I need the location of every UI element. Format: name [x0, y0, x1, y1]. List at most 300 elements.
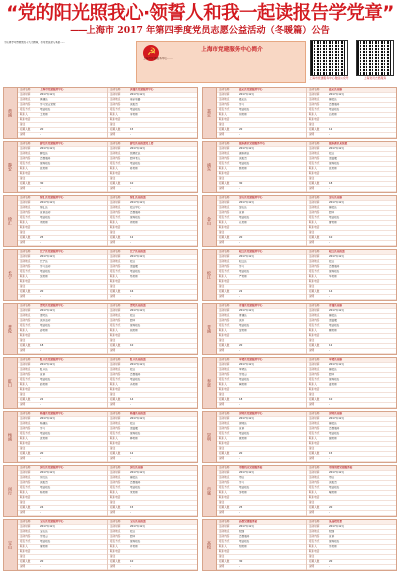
- field-label: 报名方式: [309, 486, 320, 489]
- field-value: -: [239, 511, 240, 514]
- field-label: 活动地点: [219, 152, 230, 155]
- field-label: 报名方式: [219, 540, 230, 543]
- field-label: 招募人数: [219, 236, 230, 239]
- field-value: 长宁区: [40, 260, 48, 263]
- field-label: 活动名称: [110, 412, 121, 415]
- field-value: 18: [40, 344, 44, 347]
- field-value: 电话报名: [239, 324, 250, 327]
- field-value: 读报告: [329, 481, 337, 484]
- field-value: 2017年12月: [40, 417, 56, 420]
- activity-entry: [217, 88, 306, 138]
- activity-entry: [18, 358, 107, 408]
- field-label: 招募人数: [20, 452, 31, 455]
- field-label: 备注: [219, 393, 225, 396]
- info-row: [108, 511, 198, 516]
- field-label: 报名方式: [309, 378, 320, 381]
- field-value: 电话报名: [40, 486, 51, 489]
- field-value: 镇社区: [329, 206, 337, 209]
- field-value: 2017年12月: [40, 201, 56, 204]
- field-value: 普陀区某街道: [130, 304, 146, 307]
- activity-card: [202, 195, 397, 247]
- activity-card: [202, 465, 397, 517]
- field-value: -: [130, 295, 131, 298]
- field-value: 崇明区: [239, 422, 247, 425]
- field-value: 送温暖: [329, 319, 337, 322]
- activity-card: [3, 249, 198, 301]
- field-label: 说明: [309, 403, 315, 406]
- field-value: 校园: [239, 530, 245, 533]
- field-label: 联系电话: [309, 550, 320, 553]
- field-value: -: [130, 241, 131, 244]
- field-value: 社区: [130, 368, 136, 371]
- activity-entry: [306, 142, 397, 192]
- field-label: 招募人数: [20, 182, 31, 185]
- field-value: 电话报名: [130, 108, 141, 111]
- field-label: 说明: [309, 187, 315, 190]
- field-label: 说明: [219, 565, 225, 568]
- field-label: 报名方式: [20, 324, 31, 327]
- field-value: 谢老师: [329, 437, 337, 440]
- field-label: 联系电话: [110, 442, 121, 445]
- activity-entry: [107, 358, 198, 408]
- field-label: 联系人: [219, 545, 227, 548]
- field-value: 宣讲: [329, 535, 335, 538]
- info-row: [307, 295, 397, 300]
- field-value: 金山区: [239, 206, 247, 209]
- field-label: 活动时间: [219, 93, 230, 96]
- field-label: 说明: [20, 187, 26, 190]
- info-row: [217, 349, 306, 354]
- field-value: -: [130, 349, 131, 352]
- field-label: 备注: [309, 501, 315, 504]
- field-value: 2017年12月: [40, 147, 56, 150]
- activity-entry: [107, 304, 198, 354]
- field-label: 联系电话: [110, 280, 121, 283]
- field-value: 慰问老人: [130, 157, 141, 160]
- field-value: 2017年12月: [329, 309, 345, 312]
- district-label: 长宁: [4, 250, 18, 300]
- field-value: 冯老师: [130, 383, 138, 386]
- field-label: 备注: [309, 123, 315, 126]
- field-label: 招募人数: [309, 452, 320, 455]
- field-label: 联系人: [219, 437, 227, 440]
- activity-card: [3, 519, 198, 571]
- field-label: 活动名称: [309, 88, 320, 91]
- field-label: 活动名称: [110, 196, 121, 199]
- field-value: -: [239, 565, 240, 568]
- field-value: 徐汇区: [40, 206, 48, 209]
- field-value: 20: [329, 506, 333, 509]
- field-value: 2017年12月: [329, 147, 345, 150]
- field-label: 招募人数: [20, 236, 31, 239]
- field-label: 活动地点: [110, 152, 121, 155]
- field-label: 活动内容: [20, 427, 31, 430]
- field-label: 说明: [110, 511, 116, 514]
- field-label: 报名方式: [219, 270, 230, 273]
- field-value: 电话报名: [40, 540, 51, 543]
- field-value: 镇社区: [329, 422, 337, 425]
- field-value: 30: [40, 182, 44, 185]
- field-label: 备注: [20, 501, 26, 504]
- field-label: 报名方式: [219, 216, 230, 219]
- field-label: 备注: [219, 339, 225, 342]
- field-label: 联系电话: [110, 118, 121, 121]
- field-value: -: [40, 403, 41, 406]
- field-value: 柏老师: [239, 545, 247, 548]
- district-label: 黄浦: [4, 88, 18, 138]
- field-value: 志愿服务: [130, 481, 141, 484]
- field-label: 活动时间: [20, 93, 31, 96]
- field-label: 活动时间: [110, 471, 121, 474]
- field-value: 闵行区党建服务中心: [40, 466, 64, 469]
- field-value: 电话报名: [329, 108, 340, 111]
- activity-entry: [217, 466, 306, 516]
- field-label: 备注: [20, 285, 26, 288]
- field-label: 活动内容: [309, 373, 320, 376]
- field-label: 联系电话: [110, 550, 121, 553]
- field-label: 活动名称: [20, 358, 31, 361]
- field-label: 活动名称: [309, 142, 320, 145]
- field-value: 2017年12月: [130, 471, 146, 474]
- field-value: -: [40, 349, 41, 352]
- field-value: 慰问: [130, 535, 136, 538]
- field-value: 施老师: [239, 167, 247, 170]
- field-value: 15: [329, 452, 333, 455]
- field-label: 报名方式: [110, 432, 121, 435]
- info-row: [18, 457, 107, 462]
- field-label: 联系电话: [110, 496, 121, 499]
- field-label: 活动地点: [20, 152, 31, 155]
- district-label: 金山: [203, 196, 217, 246]
- field-value: 宣讲: [239, 427, 245, 430]
- activity-card: [202, 249, 397, 301]
- activity-entry: [306, 88, 397, 138]
- field-value: 22: [40, 398, 44, 401]
- field-label: 招募人数: [110, 128, 121, 131]
- field-value: 2017年12月: [40, 471, 56, 474]
- field-value: 魏老师: [329, 329, 337, 332]
- field-value: 电话报名: [239, 270, 250, 273]
- field-label: 备注: [110, 501, 116, 504]
- info-row: [217, 403, 306, 408]
- info-row: [307, 403, 397, 408]
- field-value: 慰问: [329, 211, 335, 214]
- field-label: 活动内容: [219, 535, 230, 538]
- field-value: 杨浦区: [40, 422, 48, 425]
- field-label: 活动时间: [309, 93, 320, 96]
- field-label: 活动内容: [110, 265, 121, 268]
- field-value: 20: [40, 560, 44, 563]
- info-row: [108, 565, 198, 570]
- activity-entry: [107, 466, 198, 516]
- field-label: 备注: [110, 555, 116, 558]
- field-label: 招募人数: [309, 506, 320, 509]
- subheadline-text: 上海市 2017 年第四季度党员志愿公益活动（冬暖篇）公告: [86, 25, 330, 36]
- field-label: 活动内容: [20, 319, 31, 322]
- field-value: 崇明区党建服务中心: [239, 412, 263, 415]
- field-label: 报名方式: [309, 324, 320, 327]
- field-label: 联系人: [219, 113, 227, 116]
- field-label: 活动时间: [309, 201, 320, 204]
- field-label: 联系电话: [309, 280, 320, 283]
- field-value: 现场报名: [40, 162, 51, 165]
- activity-card: [202, 141, 397, 193]
- field-label: 活动内容: [20, 157, 31, 160]
- field-value: 学习: [239, 265, 245, 268]
- field-value: -: [329, 241, 330, 244]
- field-value: 学习: [239, 103, 245, 106]
- field-label: 活动内容: [110, 319, 121, 322]
- activities-column-left: [3, 87, 198, 575]
- field-value: 2017年12月: [239, 255, 255, 258]
- field-value: 社区: [329, 260, 335, 263]
- field-value: 10: [329, 236, 333, 239]
- field-label: 活动名称: [20, 142, 31, 145]
- field-label: 联系电话: [219, 226, 230, 229]
- field-label: 活动时间: [20, 255, 31, 258]
- field-value: 金山区某镇: [329, 196, 342, 199]
- field-label: 招募人数: [219, 182, 230, 185]
- field-label: 招募人数: [219, 128, 230, 131]
- field-label: 活动名称: [20, 250, 31, 253]
- field-label: 活动名称: [110, 304, 121, 307]
- field-value: 社区: [329, 152, 335, 155]
- field-value: 14: [130, 398, 134, 401]
- field-value: 许老师: [130, 545, 138, 548]
- field-label: 说明: [219, 241, 225, 244]
- field-label: 活动时间: [309, 309, 320, 312]
- headline: “党的阳光照我心·领誓人和我一起读报告学党章”: [6, 3, 394, 24]
- field-label: 招募人数: [110, 452, 121, 455]
- field-label: 招募人数: [309, 560, 320, 563]
- field-label: 活动内容: [110, 157, 121, 160]
- field-label: 报名方式: [219, 486, 230, 489]
- field-value: 金山区党建服务中心: [239, 196, 263, 199]
- field-value: 现场报名: [130, 216, 141, 219]
- field-value: 陈老师: [130, 167, 138, 170]
- field-label: 报名方式: [110, 486, 121, 489]
- field-label: 活动地点: [20, 260, 31, 263]
- field-label: 活动地点: [20, 530, 31, 533]
- field-value: -: [239, 187, 240, 190]
- field-value: -: [239, 133, 240, 136]
- field-value: 24: [40, 506, 44, 509]
- field-label: 报名方式: [20, 162, 31, 165]
- field-label: 招募人数: [309, 128, 320, 131]
- district-label: 普陀: [4, 304, 18, 354]
- field-label: 说明: [309, 133, 315, 136]
- field-label: 联系电话: [309, 334, 320, 337]
- field-label: 报名方式: [20, 540, 31, 543]
- field-label: 活动地点: [110, 476, 121, 479]
- field-label: 招募人数: [20, 128, 31, 131]
- field-label: 招募人数: [110, 344, 121, 347]
- field-label: 备注: [20, 393, 26, 396]
- field-label: 联系电话: [219, 280, 230, 283]
- field-value: 孙老师: [40, 329, 48, 332]
- district-label: 嘉定: [203, 88, 217, 138]
- field-value: 15: [130, 506, 134, 509]
- field-value: 校园: [329, 530, 335, 533]
- field-value: 秦老师: [40, 545, 48, 548]
- field-label: 报名方式: [309, 162, 320, 165]
- info-row: [307, 241, 397, 246]
- field-label: 联系人: [110, 491, 118, 494]
- field-value: 虹口区某街道: [130, 358, 146, 361]
- field-value: 闵行区某镇: [130, 466, 143, 469]
- field-value: 奉贤区: [239, 368, 247, 371]
- field-value: 22: [239, 290, 243, 293]
- field-value: 杨浦区某街道: [130, 412, 146, 415]
- field-value: 2017年12月: [329, 255, 345, 258]
- field-label: 联系人: [309, 383, 317, 386]
- field-value: 电话报名: [329, 324, 340, 327]
- info-row: [307, 187, 397, 192]
- district-label: 市属: [203, 466, 217, 516]
- field-value: 电话报名: [239, 432, 250, 435]
- intro-text: 为认真学习贯彻党的十九大精神，引导党员深入基层……: [4, 41, 65, 44]
- field-value: 2017年12月: [329, 417, 345, 420]
- field-label: 联系电话: [309, 118, 320, 121]
- field-value: 现场报名: [329, 270, 340, 273]
- field-label: 备注: [219, 501, 225, 504]
- district-label: 松江: [203, 250, 217, 300]
- field-label: 活动时间: [110, 201, 121, 204]
- field-value: -: [329, 187, 330, 190]
- field-value: 长宁区某街道: [130, 250, 146, 253]
- field-label: 活动地点: [219, 260, 230, 263]
- field-value: 李老师: [130, 113, 138, 116]
- district-label: 浦东: [203, 142, 217, 192]
- field-value: 读书活动: [40, 319, 51, 322]
- field-label: 备注: [110, 231, 116, 234]
- info-row: [18, 403, 107, 408]
- field-value: 2017年12月: [40, 255, 56, 258]
- field-value: 浦东新区党建服务中心: [239, 142, 265, 145]
- info-row: [307, 133, 397, 138]
- field-value: 电话报名: [130, 486, 141, 489]
- field-label: 活动内容: [20, 373, 31, 376]
- field-value: 20: [40, 452, 44, 455]
- field-label: 活动名称: [20, 520, 31, 523]
- info-row: [108, 241, 198, 246]
- field-value: -: [329, 565, 330, 568]
- field-value: 学习: [40, 427, 46, 430]
- field-value: 电话报名: [40, 432, 51, 435]
- field-label: 备注: [219, 447, 225, 450]
- field-label: 招募人数: [309, 236, 320, 239]
- field-value: -: [239, 349, 240, 352]
- field-label: 活动时间: [110, 525, 121, 528]
- field-label: 说明: [110, 457, 116, 460]
- field-value: 镇社区: [130, 476, 138, 479]
- field-label: 活动时间: [110, 147, 121, 150]
- field-value: 志愿服务: [329, 265, 340, 268]
- field-value: 送温暖: [329, 157, 337, 160]
- field-value: 读报告: [239, 157, 247, 160]
- field-value: 宣讲: [40, 373, 46, 376]
- field-value: 15: [130, 128, 134, 131]
- field-label: 说明: [110, 187, 116, 190]
- field-value: -: [40, 457, 41, 460]
- field-value: 2017年12月: [239, 363, 255, 366]
- field-label: 说明: [20, 241, 26, 244]
- field-label: 联系电话: [110, 172, 121, 175]
- field-label: 报名方式: [219, 324, 230, 327]
- field-label: 招募人数: [309, 344, 320, 347]
- field-label: 活动地点: [219, 422, 230, 425]
- field-label: 备注: [309, 447, 315, 450]
- field-label: 招募人数: [219, 344, 230, 347]
- field-value: 松江区党建服务中心: [239, 250, 263, 253]
- field-value: 喻老师: [329, 491, 337, 494]
- field-value: 虹口区党建服务中心: [40, 358, 64, 361]
- field-label: 备注: [20, 177, 26, 180]
- field-label: 备注: [219, 177, 225, 180]
- field-value: 20: [40, 128, 44, 131]
- activity-entry: [18, 412, 107, 462]
- info-row: [217, 187, 306, 192]
- field-label: 报名方式: [110, 324, 121, 327]
- field-label: 活动内容: [110, 427, 121, 430]
- field-value: 孔老师: [239, 221, 247, 224]
- field-label: 招募人数: [219, 560, 230, 563]
- field-value: 12: [329, 344, 333, 347]
- field-label: 说明: [20, 457, 26, 460]
- field-label: 活动时间: [20, 201, 31, 204]
- field-label: 活动内容: [20, 535, 31, 538]
- field-value: 20: [239, 236, 243, 239]
- district-label: 静安: [4, 142, 18, 192]
- field-value: 浦东新区某街道: [329, 142, 348, 145]
- info-row: [108, 133, 198, 138]
- field-value: 黄浦区: [40, 98, 48, 101]
- field-value: 钱老师: [130, 329, 138, 332]
- field-label: 联系人: [20, 545, 28, 548]
- activity-card: [3, 411, 198, 463]
- field-label: 招募人数: [219, 290, 230, 293]
- field-label: 活动地点: [20, 476, 31, 479]
- field-label: 活动内容: [20, 211, 31, 214]
- field-label: 备注: [309, 555, 315, 558]
- field-label: 招募人数: [20, 344, 31, 347]
- field-label: 报名方式: [20, 108, 31, 111]
- field-label: 活动名称: [110, 250, 121, 253]
- field-label: 报名方式: [309, 216, 320, 219]
- field-value: 现场报名: [130, 432, 141, 435]
- field-label: 联系电话: [309, 388, 320, 391]
- district-label: 虹口: [4, 358, 18, 408]
- field-label: 招募人数: [110, 398, 121, 401]
- field-label: 活动名称: [309, 250, 320, 253]
- activity-entry: [306, 520, 397, 570]
- center-title: 上海市党建服务中心简介: [201, 47, 263, 53]
- field-label: 备注: [309, 177, 315, 180]
- field-value: 静安区: [40, 152, 48, 155]
- field-value: 25: [40, 236, 44, 239]
- field-value: 2017年12月: [239, 525, 255, 528]
- activity-entry: [217, 412, 306, 462]
- field-value: 20: [239, 344, 243, 347]
- info-row: [108, 187, 198, 192]
- field-label: 说明: [110, 565, 116, 568]
- field-label: 活动内容: [309, 211, 320, 214]
- field-label: 说明: [110, 349, 116, 352]
- field-label: 联系电话: [309, 226, 320, 229]
- field-label: 活动时间: [20, 525, 31, 528]
- activity-entry: [18, 250, 107, 300]
- field-value: 读报告: [40, 481, 48, 484]
